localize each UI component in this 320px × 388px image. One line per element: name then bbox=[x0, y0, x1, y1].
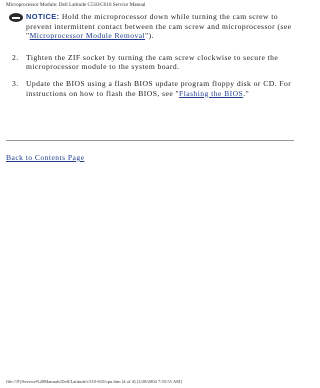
step-text bbox=[26, 79, 294, 98]
steps-list bbox=[8, 53, 294, 98]
step-text-before: Update the BIOS using a flash BIOS update program floppy disk or CD. For instructions on how to flash the BIOS, see " bbox=[26, 78, 292, 98]
back-to-contents-link[interactable]: Back to Contents Page bbox=[6, 153, 85, 162]
step-text: Tighten the ZIF socket by turning the cam screw clockwise to secure the microprocessor module to the system board. bbox=[26, 52, 279, 72]
notice-block bbox=[8, 12, 294, 41]
page-footer: file:///F|/Service%20Manuals/Dell/Latitude/c510-610/cpu.htm (4 of 4) [2/28/2004 7:55:51 AM] bbox=[6, 379, 182, 384]
notice-text: Hold the microprocessor down while turning the cam screw to prevent intermittent contact between the cam screw and microprocessor (see " bbox=[26, 12, 292, 41]
divider bbox=[6, 140, 294, 141]
list-item bbox=[8, 53, 294, 72]
notice-label: NOTICE: bbox=[26, 12, 60, 21]
step-number: 2. bbox=[12, 52, 19, 62]
flashing-bios-link[interactable]: Flashing the BIOS bbox=[179, 88, 244, 98]
step-number: 3. bbox=[12, 78, 19, 88]
notice-text-after: "). bbox=[145, 31, 154, 41]
list-item bbox=[8, 79, 294, 98]
step-text-after: ." bbox=[243, 88, 250, 98]
microprocessor-removal-link[interactable]: Microprocessor Module Removal bbox=[29, 31, 146, 41]
no-entry-icon bbox=[9, 13, 23, 22]
main-content bbox=[8, 12, 294, 105]
page-header: Microprocessor Module: Dell Latitude C510/C610 Service Manual bbox=[6, 2, 146, 8]
